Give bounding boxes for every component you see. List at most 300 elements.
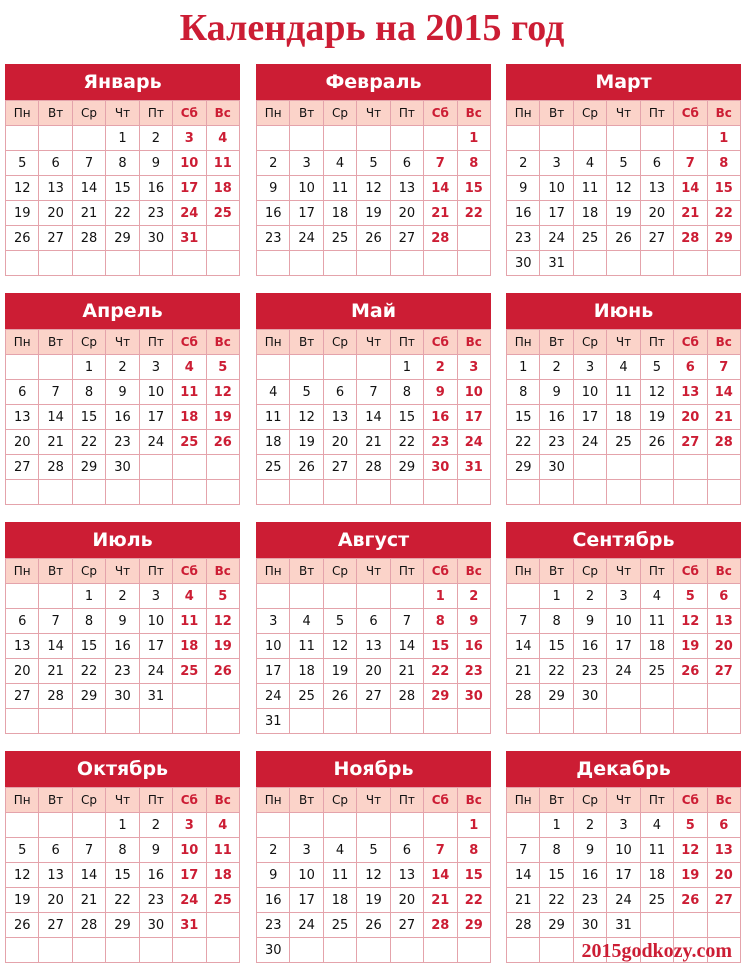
day-cell xyxy=(707,480,740,505)
month-block xyxy=(506,293,741,505)
day-cell xyxy=(390,584,423,609)
day-cell: 27 xyxy=(640,226,673,251)
day-cell: 26 xyxy=(607,226,640,251)
day-cell xyxy=(72,813,105,838)
day-cell xyxy=(540,709,573,734)
day-cell: 7 xyxy=(72,151,105,176)
day-cell: 13 xyxy=(707,838,740,863)
day-cell: 25 xyxy=(573,226,606,251)
day-cell xyxy=(6,709,39,734)
day-cell: 12 xyxy=(357,176,390,201)
day-cell: 9 xyxy=(424,380,457,405)
weekday-header: Пн xyxy=(507,101,540,126)
day-cell xyxy=(540,938,573,963)
day-cell xyxy=(357,584,390,609)
month-table xyxy=(506,329,741,505)
day-cell: 8 xyxy=(390,380,423,405)
day-cell xyxy=(707,455,740,480)
day-cell xyxy=(323,480,356,505)
day-cell: 19 xyxy=(6,888,39,913)
day-cell: 8 xyxy=(424,609,457,634)
day-cell: 15 xyxy=(390,405,423,430)
day-cell: 25 xyxy=(173,430,206,455)
day-cell xyxy=(139,938,172,963)
day-cell xyxy=(674,126,707,151)
day-cell: 6 xyxy=(640,151,673,176)
day-cell: 23 xyxy=(257,913,290,938)
weekday-header: Чт xyxy=(357,330,390,355)
day-cell: 17 xyxy=(540,201,573,226)
day-cell: 10 xyxy=(173,151,206,176)
day-cell: 15 xyxy=(457,863,490,888)
day-cell: 15 xyxy=(707,176,740,201)
day-cell: 12 xyxy=(323,634,356,659)
day-cell: 19 xyxy=(206,634,239,659)
day-cell: 20 xyxy=(39,888,72,913)
day-cell: 14 xyxy=(72,176,105,201)
day-cell: 22 xyxy=(72,430,105,455)
day-cell xyxy=(674,709,707,734)
day-cell xyxy=(323,938,356,963)
weekday-header: Вт xyxy=(540,330,573,355)
day-cell xyxy=(257,355,290,380)
day-cell xyxy=(72,709,105,734)
weekday-header: Вс xyxy=(206,559,239,584)
day-cell: 28 xyxy=(390,684,423,709)
day-cell xyxy=(173,455,206,480)
day-cell: 19 xyxy=(290,430,323,455)
day-cell: 9 xyxy=(540,380,573,405)
day-cell: 4 xyxy=(640,813,673,838)
day-cell: 15 xyxy=(106,863,139,888)
weekday-header: Сб xyxy=(674,101,707,126)
day-cell: 7 xyxy=(357,380,390,405)
weekday-header: Вт xyxy=(290,330,323,355)
day-cell: 22 xyxy=(540,888,573,913)
day-cell: 18 xyxy=(173,634,206,659)
day-cell: 7 xyxy=(39,380,72,405)
day-cell: 27 xyxy=(390,913,423,938)
day-cell: 31 xyxy=(173,226,206,251)
day-cell: 16 xyxy=(139,863,172,888)
day-cell xyxy=(106,251,139,276)
day-cell: 21 xyxy=(424,888,457,913)
page-title: Календарь на 2015 год xyxy=(179,7,565,49)
day-cell: 31 xyxy=(540,251,573,276)
day-cell xyxy=(357,813,390,838)
day-cell xyxy=(507,584,540,609)
day-cell: 24 xyxy=(139,659,172,684)
day-cell: 27 xyxy=(674,430,707,455)
day-cell xyxy=(674,480,707,505)
day-cell: 8 xyxy=(540,838,573,863)
day-cell xyxy=(257,584,290,609)
day-cell: 29 xyxy=(540,913,573,938)
day-cell: 8 xyxy=(507,380,540,405)
day-cell xyxy=(206,480,239,505)
day-cell: 29 xyxy=(424,684,457,709)
day-cell xyxy=(173,709,206,734)
day-cell: 21 xyxy=(72,888,105,913)
day-cell: 5 xyxy=(674,584,707,609)
day-cell: 8 xyxy=(707,151,740,176)
weekday-header: Вт xyxy=(540,101,573,126)
day-cell: 16 xyxy=(106,405,139,430)
day-cell: 5 xyxy=(357,151,390,176)
day-cell: 1 xyxy=(106,813,139,838)
day-cell: 29 xyxy=(540,684,573,709)
day-cell: 3 xyxy=(290,838,323,863)
day-cell xyxy=(72,251,105,276)
day-cell xyxy=(6,251,39,276)
day-cell: 19 xyxy=(357,201,390,226)
day-cell: 14 xyxy=(707,380,740,405)
day-cell: 15 xyxy=(72,634,105,659)
day-cell xyxy=(573,126,606,151)
day-cell xyxy=(290,126,323,151)
day-cell xyxy=(106,480,139,505)
day-cell: 9 xyxy=(257,176,290,201)
day-cell: 26 xyxy=(6,226,39,251)
month-title: Февраль xyxy=(256,64,491,100)
day-cell: 30 xyxy=(106,684,139,709)
day-cell: 14 xyxy=(674,176,707,201)
month-table xyxy=(5,787,240,963)
weekday-header: Сб xyxy=(674,559,707,584)
day-cell: 11 xyxy=(206,838,239,863)
day-cell: 7 xyxy=(507,609,540,634)
day-cell xyxy=(6,938,39,963)
month-table xyxy=(5,100,240,276)
day-cell: 23 xyxy=(106,430,139,455)
day-cell xyxy=(707,709,740,734)
day-cell: 25 xyxy=(323,913,356,938)
day-cell: 14 xyxy=(424,176,457,201)
day-cell: 21 xyxy=(39,430,72,455)
day-cell: 11 xyxy=(173,609,206,634)
day-cell: 10 xyxy=(607,838,640,863)
day-cell: 8 xyxy=(457,838,490,863)
day-cell: 25 xyxy=(206,201,239,226)
day-cell: 22 xyxy=(457,201,490,226)
day-cell: 1 xyxy=(390,355,423,380)
day-cell: 16 xyxy=(106,634,139,659)
day-cell: 26 xyxy=(357,913,390,938)
month-block xyxy=(256,293,491,505)
day-cell: 14 xyxy=(507,863,540,888)
day-cell xyxy=(607,251,640,276)
day-cell: 20 xyxy=(707,863,740,888)
day-cell xyxy=(457,709,490,734)
day-cell xyxy=(39,355,72,380)
day-cell: 13 xyxy=(707,609,740,634)
day-cell xyxy=(390,126,423,151)
weekday-header: Сб xyxy=(173,101,206,126)
day-cell xyxy=(424,126,457,151)
day-cell: 25 xyxy=(640,659,673,684)
day-cell: 6 xyxy=(674,355,707,380)
day-cell xyxy=(357,126,390,151)
day-cell: 5 xyxy=(6,151,39,176)
day-cell: 10 xyxy=(173,838,206,863)
day-cell xyxy=(139,455,172,480)
day-cell: 29 xyxy=(390,455,423,480)
day-cell: 8 xyxy=(106,838,139,863)
day-cell xyxy=(290,938,323,963)
day-cell: 14 xyxy=(39,634,72,659)
day-cell: 11 xyxy=(640,609,673,634)
day-cell: 6 xyxy=(39,838,72,863)
day-cell xyxy=(640,126,673,151)
day-cell: 20 xyxy=(390,201,423,226)
day-cell: 12 xyxy=(640,380,673,405)
day-cell: 2 xyxy=(106,584,139,609)
day-cell: 1 xyxy=(457,126,490,151)
day-cell: 19 xyxy=(6,201,39,226)
weekday-header: Пт xyxy=(139,559,172,584)
day-cell: 12 xyxy=(674,609,707,634)
day-cell xyxy=(6,126,39,151)
month-title: Январь xyxy=(5,64,240,100)
day-cell xyxy=(607,684,640,709)
day-cell: 3 xyxy=(139,355,172,380)
day-cell xyxy=(607,480,640,505)
day-cell: 17 xyxy=(139,634,172,659)
weekday-header: Пн xyxy=(257,101,290,126)
weekday-header: Чт xyxy=(106,330,139,355)
weekday-header: Пт xyxy=(390,330,423,355)
day-cell: 2 xyxy=(106,355,139,380)
day-cell: 6 xyxy=(323,380,356,405)
month-table xyxy=(506,558,741,734)
day-cell: 26 xyxy=(674,888,707,913)
day-cell: 10 xyxy=(290,176,323,201)
day-cell xyxy=(323,709,356,734)
day-cell: 26 xyxy=(206,430,239,455)
day-cell: 11 xyxy=(573,176,606,201)
day-cell: 23 xyxy=(573,659,606,684)
day-cell: 28 xyxy=(39,455,72,480)
day-cell: 14 xyxy=(390,634,423,659)
weekday-header: Пт xyxy=(640,788,673,813)
day-cell: 21 xyxy=(39,659,72,684)
day-cell: 13 xyxy=(390,176,423,201)
day-cell: 28 xyxy=(507,913,540,938)
day-cell xyxy=(507,938,540,963)
day-cell: 11 xyxy=(640,838,673,863)
day-cell: 5 xyxy=(607,151,640,176)
weekday-header: Сб xyxy=(674,788,707,813)
day-cell: 22 xyxy=(707,201,740,226)
day-cell xyxy=(424,938,457,963)
weekday-header: Пт xyxy=(640,330,673,355)
day-cell xyxy=(573,709,606,734)
day-cell: 22 xyxy=(507,430,540,455)
day-cell: 2 xyxy=(540,355,573,380)
day-cell xyxy=(139,251,172,276)
day-cell: 9 xyxy=(507,176,540,201)
weekday-header: Ср xyxy=(573,101,606,126)
day-cell: 30 xyxy=(573,684,606,709)
day-cell: 12 xyxy=(357,863,390,888)
day-cell: 7 xyxy=(424,838,457,863)
day-cell: 18 xyxy=(573,201,606,226)
day-cell: 13 xyxy=(39,176,72,201)
day-cell: 20 xyxy=(707,634,740,659)
day-cell: 18 xyxy=(257,430,290,455)
day-cell xyxy=(674,455,707,480)
weekday-header: Пн xyxy=(6,101,39,126)
weekday-header: Вт xyxy=(290,788,323,813)
day-cell xyxy=(323,251,356,276)
day-cell: 24 xyxy=(607,888,640,913)
day-cell: 27 xyxy=(707,888,740,913)
day-cell: 4 xyxy=(640,584,673,609)
day-cell: 19 xyxy=(323,659,356,684)
day-cell: 18 xyxy=(206,863,239,888)
day-cell: 7 xyxy=(674,151,707,176)
day-cell: 24 xyxy=(290,226,323,251)
weekday-header: Ср xyxy=(323,330,356,355)
day-cell: 11 xyxy=(206,151,239,176)
day-cell: 25 xyxy=(290,684,323,709)
day-cell: 17 xyxy=(139,405,172,430)
day-cell xyxy=(6,355,39,380)
month-title: Август xyxy=(256,522,491,558)
day-cell xyxy=(6,813,39,838)
weekday-header: Вт xyxy=(39,559,72,584)
month-block xyxy=(506,522,741,734)
day-cell xyxy=(323,126,356,151)
site-url: 2015godkozy.com xyxy=(581,940,732,962)
day-cell xyxy=(139,480,172,505)
day-cell xyxy=(257,251,290,276)
day-cell xyxy=(357,938,390,963)
day-cell xyxy=(640,913,673,938)
day-cell: 3 xyxy=(457,355,490,380)
day-cell: 9 xyxy=(457,609,490,634)
day-cell: 28 xyxy=(357,455,390,480)
day-cell xyxy=(640,480,673,505)
month-table xyxy=(5,329,240,505)
month-table xyxy=(256,787,491,963)
day-cell: 18 xyxy=(206,176,239,201)
day-cell: 3 xyxy=(257,609,290,634)
weekday-header: Ср xyxy=(323,559,356,584)
day-cell xyxy=(357,355,390,380)
day-cell: 21 xyxy=(507,888,540,913)
day-cell: 15 xyxy=(106,176,139,201)
day-cell xyxy=(707,913,740,938)
day-cell: 13 xyxy=(6,405,39,430)
day-cell: 23 xyxy=(139,201,172,226)
weekday-header: Вт xyxy=(540,788,573,813)
day-cell: 6 xyxy=(39,151,72,176)
day-cell: 21 xyxy=(707,405,740,430)
day-cell: 10 xyxy=(139,380,172,405)
day-cell: 3 xyxy=(573,355,606,380)
day-cell: 4 xyxy=(573,151,606,176)
day-cell: 4 xyxy=(323,838,356,863)
day-cell: 13 xyxy=(390,863,423,888)
day-cell xyxy=(707,251,740,276)
day-cell: 17 xyxy=(290,201,323,226)
day-cell xyxy=(290,355,323,380)
day-cell xyxy=(173,938,206,963)
day-cell: 22 xyxy=(72,659,105,684)
month-title: Июнь xyxy=(506,293,741,329)
weekday-header: Сб xyxy=(424,330,457,355)
day-cell: 13 xyxy=(39,863,72,888)
day-cell: 2 xyxy=(507,151,540,176)
day-cell: 26 xyxy=(290,455,323,480)
day-cell: 30 xyxy=(424,455,457,480)
day-cell: 30 xyxy=(573,913,606,938)
day-cell xyxy=(424,709,457,734)
day-cell xyxy=(390,813,423,838)
day-cell xyxy=(106,709,139,734)
day-cell: 19 xyxy=(640,405,673,430)
month-block xyxy=(5,64,240,276)
day-cell: 19 xyxy=(607,201,640,226)
day-cell: 21 xyxy=(357,430,390,455)
weekday-header: Вс xyxy=(707,788,740,813)
day-cell: 1 xyxy=(72,355,105,380)
day-cell xyxy=(390,709,423,734)
day-cell: 3 xyxy=(607,813,640,838)
day-cell xyxy=(323,813,356,838)
day-cell: 3 xyxy=(173,813,206,838)
day-cell: 19 xyxy=(674,634,707,659)
day-cell: 6 xyxy=(390,838,423,863)
day-cell xyxy=(674,913,707,938)
day-cell xyxy=(507,709,540,734)
weekday-header: Пт xyxy=(640,559,673,584)
day-cell: 24 xyxy=(173,201,206,226)
day-cell: 21 xyxy=(424,201,457,226)
day-cell: 23 xyxy=(257,226,290,251)
day-cell xyxy=(39,709,72,734)
day-cell: 25 xyxy=(206,888,239,913)
day-cell xyxy=(507,126,540,151)
day-cell: 5 xyxy=(674,813,707,838)
month-title: Май xyxy=(256,293,491,329)
month-title: Март xyxy=(506,64,741,100)
day-cell: 12 xyxy=(206,609,239,634)
month-table xyxy=(506,100,741,276)
day-cell: 3 xyxy=(173,126,206,151)
month-title: Сентябрь xyxy=(506,522,741,558)
day-cell: 7 xyxy=(72,838,105,863)
day-cell: 16 xyxy=(139,176,172,201)
day-cell: 1 xyxy=(106,126,139,151)
day-cell: 29 xyxy=(72,455,105,480)
day-cell: 8 xyxy=(540,609,573,634)
weekday-header: Пт xyxy=(390,559,423,584)
day-cell xyxy=(39,584,72,609)
weekday-header: Пт xyxy=(139,788,172,813)
day-cell: 30 xyxy=(139,226,172,251)
day-cell: 17 xyxy=(457,405,490,430)
weekday-header: Пт xyxy=(390,788,423,813)
day-cell: 10 xyxy=(139,609,172,634)
weekday-header: Чт xyxy=(357,559,390,584)
day-cell: 4 xyxy=(607,355,640,380)
day-cell: 30 xyxy=(139,913,172,938)
day-cell xyxy=(173,480,206,505)
month-block xyxy=(256,751,491,963)
day-cell: 27 xyxy=(357,684,390,709)
